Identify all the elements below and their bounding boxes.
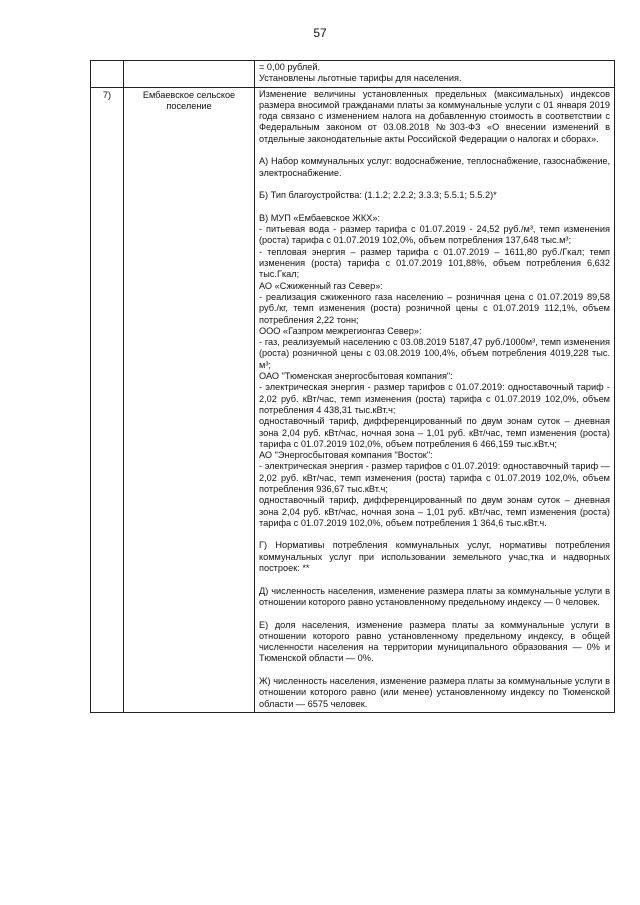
cell-index-empty — [91, 61, 124, 88]
cell-content-previous — [255, 61, 615, 88]
tariff-description — [255, 88, 614, 712]
description-paragraph: Д) численность населения, изменение размера платы за коммунальные услуги в отношении которого равно установленному предельному индексу — 0 человек. — [259, 585, 610, 607]
description-paragraph: Ж) численность населения, изменение размера платы за коммунальные услуги в отношении которого равно (или менее) установленному индексу по Тюменской области — 6575 человек. — [259, 676, 610, 709]
description-paragraph: АО «Сжиженный газ Север»: — [259, 280, 383, 291]
description-paragraph: - газ, реализуемый населению с 03.08.2019 5187,47 руб./1000м³, темп изменения (роста) розничной цены с 03.08.2019 100,4%, объем потребления 4019,228 тыс. м³; — [259, 337, 610, 370]
description-paragraph: А) Набор коммунальных услуг: водоснабжение, теплоснабжение, газоснабжение, электроснабжение. — [259, 156, 610, 178]
description-paragraph: Изменение величины установленных предельных (максимальных) индексов размера вносимой гражданами платы за коммунальные услуги с 01 января 2019 года связано с изменением налога на добавленную стоимость в соответствии с Федеральным законом от 03.08.2018 №303-ФЗ «О внесении изменений в отдельные законодательные акты Российской Федерации о налогах и сборах». — [259, 88, 610, 144]
cell-content — [255, 87, 615, 712]
previous-row-line: = 0,00 рублей. — [259, 62, 321, 72]
description-paragraph: - электрическая энергия - размер тарифов с 01.07.2019: одноставочный тариф — 2,02 руб. кВт/час, темп изменения (роста) тарифа с 01.07.2019 102,0%, объем потребления 936,67 тыс.кВт.ч; — [259, 461, 610, 494]
description-paragraph: ООО «Газпром межрегионгаз Север»: — [259, 325, 422, 336]
description-paragraph: Е) доля населения, изменение размера платы за коммунальные услуги в отношении которого равно установленному предельному индексу, в общей численности населения на территории муниципального образования — 0% и Тюменской области — 0%. — [259, 619, 610, 664]
description-paragraph: Г) Нормативы потребления коммунальных услуг, нормативы потребления коммунальных услуг при использовании земельного учас,тка и надворных построек: ** — [259, 540, 610, 574]
description-paragraph: В) МУП «Ембаевское ЖКХ»: — [259, 212, 380, 223]
description-paragraph: - тепловая энергия – размер тарифа с 01.07.2019 – 1611,80 руб./Гкал; темп изменения (роста) тарифа с 01.07.2019 101,88%, объем потребления 6,632 тыс.Гкал; — [259, 246, 610, 280]
row-index: 7) — [102, 89, 112, 100]
previous-row-text — [255, 61, 614, 87]
settlement-name: Ембаевское сельское поселение — [142, 89, 236, 111]
cell-settlement — [124, 87, 255, 712]
cell-settlement-empty — [124, 61, 255, 88]
description-paragraph: АО "Энергосбытовая компания "Восток": — [259, 450, 433, 461]
cell-index — [91, 87, 124, 712]
table-row-previous — [91, 61, 615, 88]
description-paragraph: - реализация сжиженного газа населению – розничная цена с 01.07.2019 89,58 руб./кг, темп изменения (роста) розничной цены с 01.07.2019 112,1%, объем потребления 2,22 тонн; — [259, 291, 610, 325]
description-paragraph: - электрическая энергия - размер тарифов с 01.07.2019: одноставочный тариф - 2,02 руб. кВт/час, темп изменения (роста) тарифа с 01.07.2019 102,0%, объем потребления 4 438,31 тыс.кВт.ч; — [259, 382, 610, 415]
description-paragraph: Б) Тип благоустройства: (1.1.2; 2.2.2; 3.3.3; 5.5.1; 5.5.2)* — [259, 190, 497, 201]
description-paragraph: одноставочный тариф, дифференцированный по двум зонам суток – дневная зона 2,04 руб. кВт/час, ночная зона – 1,01 руб. кВт/час, темп изменения (роста) тарифа с 01.07.2019 102,0%, объем потребления 1 364,6 тыс.кВт.ч. — [259, 495, 610, 528]
description-paragraph: ОАО "Тюменская энергосбытовая компания": — [259, 371, 453, 382]
page-number: 57 — [313, 26, 327, 40]
tariff-table — [90, 60, 615, 713]
table-row-embaevskoe — [91, 87, 615, 712]
previous-row-line: Установлены льготные тарифы для населения. — [259, 73, 462, 84]
description-paragraph: - питьевая вода - размер тарифа с 01.07.2019 - 24,52 руб./м³, темп изменения (роста) тарифа с 01.07.2019 102,0%, объем потребления 137,648 тыс.м³; — [259, 224, 610, 246]
description-paragraph: одноставочный тариф, дифференцированный по двум зонам суток – дневная зона 2,04 руб. кВт/час, ночная зона – 1,01 руб. кВт/час, темп изменения (роста) тарифа с 01.07.2019 102,0%, объем потребления 6 466,159 тыс.кВт.ч; — [259, 416, 610, 449]
